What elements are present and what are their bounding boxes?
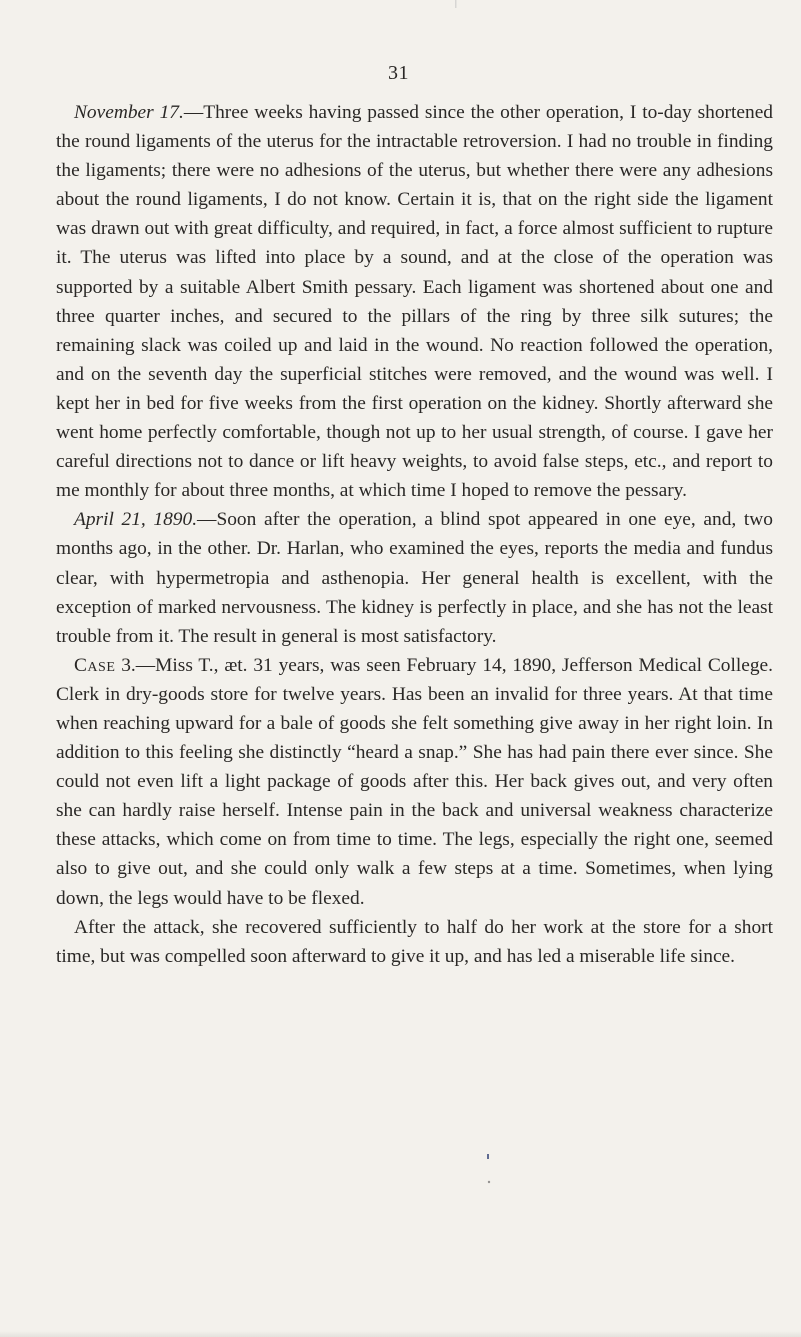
paragraph-text: —Soon after the operation, a blind spot appeared in one eye, and, two months ago, in the other. Dr. Harlan, who examined the eyes, reports the media and fundus clear, with hypermetropia and asthenopia. Her general health is excellent, with the exception of marked nervousness. The kidney is perfectly in place, and she has not the least trouble from it. The result in general is most satisfactory.: [56, 509, 773, 647]
paragraph-case-3: [56, 651, 773, 913]
date-heading-april-21: April 21, 1890.: [74, 509, 198, 531]
paragraph-after-attack: [56, 913, 773, 971]
page-number: 31: [388, 62, 409, 84]
paragraph-april-21: [56, 505, 773, 650]
paragraph-november-17: [56, 98, 773, 505]
case-label: Case: [74, 654, 116, 676]
paragraph-text: —Three weeks having passed since the other operation, I to-day shortened the round ligaments of the uterus for the intractable retroversion. I had no trouble in finding the ligaments; there were no adhesions of the uterus, but whether there were any adhesions about the round ligaments, I do not know. Certain it is, that on the right side the ligament was drawn out with great difficulty, and required, in fact, a force almost sufficient to rupture it. The uterus was lifted into place by a sound, and at the close of the operation was supported by a suitable Albert Smith pessary. Each ligament was shortened about one and three quarter inches, and secured to the pillars of the ring by three silk sutures; the remaining slack was coiled up and laid in the wound. No reaction followed the operation, and on the seventh day the superficial stitches were removed, and the wound was well. I kept her in bed for five weeks from the first operation on the kidney. Shortly afterward she went home perfectly comfortable, though not up to her usual strength, of course. I gave her careful directions not to dance or lift heavy weights, to avoid false steps, etc., and report to me monthly for about three months, at which time I hoped to remove the pessary.: [56, 102, 774, 502]
paragraph-text: 3.—Miss T., æt. 31 years, was seen February 14, 1890, Jefferson Medical College. Clerk in dry-goods store for twelve years. Has been an invalid for three years. At that time when reaching upward for a bale of goods she felt something give away in her right loin. In addition to this feeling she distinctly “heard a snap.” She has had pain there ever since. She could not even lift a light package of goods after this. Her back gives out, and very often she can hardly raise herself. Intense pain in the back and universal weakness characterize these attacks, which come on from time to time. The legs, especially the right one, seemed also to give out, and she could only walk a few steps at a time. Sometimes, when lying down, the legs would have to be flexed.: [56, 654, 773, 909]
page-bottom-edge: [0, 1331, 801, 1337]
paragraph-text: After the attack, she recovered sufficiently to half do her work at the store for a short time, but was compelled soon afterward to give it up, and has led a miserable life since.: [56, 916, 773, 967]
body-text: [56, 98, 773, 971]
date-heading-november-17: November 17.: [74, 102, 184, 123]
